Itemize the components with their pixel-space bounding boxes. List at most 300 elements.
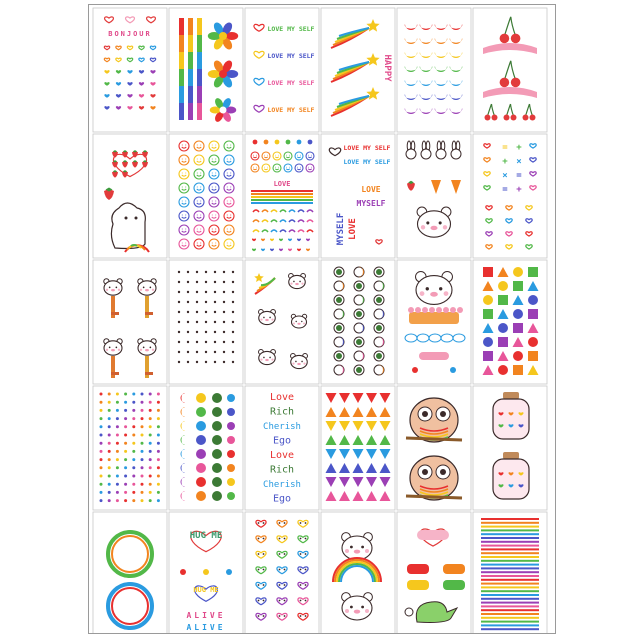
word-text: Ego — [272, 435, 292, 447]
dot — [182, 215, 183, 216]
sticker-tile-border — [93, 8, 167, 132]
sticker-tile-r4c4 — [321, 386, 395, 510]
dot — [215, 159, 216, 160]
sticker-tile-r1c4 — [321, 8, 395, 132]
dot — [196, 321, 198, 323]
rainbow-line — [481, 522, 539, 524]
sticker-tile-r5c5 — [397, 512, 471, 633]
love-my-self-text: LOVE MY SELF — [343, 158, 391, 166]
dot — [300, 584, 302, 586]
dot — [284, 584, 286, 586]
sticker-tile-r1c3 — [245, 8, 319, 132]
word-text: Rich — [269, 464, 295, 476]
dot — [305, 584, 307, 586]
dot — [149, 466, 152, 469]
sticker-tile-r4c3 — [245, 386, 319, 510]
sticker-tile-r2c1 — [93, 134, 167, 258]
dot — [253, 167, 254, 168]
dot — [426, 287, 429, 290]
dot — [108, 466, 111, 469]
dot — [100, 491, 103, 494]
dot — [141, 458, 144, 461]
dot — [232, 291, 234, 293]
circle-icon — [498, 281, 508, 291]
ghost-icon — [405, 608, 413, 616]
dot — [197, 215, 198, 216]
sticker-tile-r3c3 — [245, 260, 319, 384]
dot — [293, 281, 295, 283]
symbol-text: × — [502, 171, 508, 181]
jar-cork — [503, 392, 519, 399]
dot — [152, 349, 154, 351]
dot — [116, 458, 119, 461]
bear-icon — [291, 354, 308, 369]
dot — [187, 311, 189, 313]
dot — [132, 466, 135, 469]
dot — [290, 283, 292, 285]
dot — [256, 155, 257, 156]
key-tooth — [145, 372, 153, 375]
circle-icon — [483, 337, 493, 347]
sticker-tile-border — [473, 8, 547, 132]
dot — [196, 351, 198, 353]
dot — [149, 401, 152, 404]
sticker-tile-r1c6 — [473, 8, 547, 132]
dot — [227, 201, 228, 202]
dot — [376, 353, 382, 359]
dot — [212, 421, 222, 431]
dot — [116, 466, 119, 469]
dot — [100, 442, 103, 445]
dot — [196, 301, 198, 303]
dot — [108, 409, 111, 412]
dot — [182, 201, 183, 202]
bunny-icon — [406, 149, 416, 159]
rainbow-line — [481, 621, 539, 623]
dot — [227, 478, 235, 486]
dot — [256, 167, 257, 168]
dot — [336, 269, 342, 275]
love-my-self-text: LOVE MY SELF — [267, 25, 315, 33]
dot — [412, 367, 418, 373]
dot — [227, 215, 228, 216]
dot — [450, 307, 456, 313]
dot — [308, 140, 313, 145]
dot — [439, 221, 442, 224]
dot — [223, 291, 225, 293]
dot — [108, 401, 111, 404]
dot — [223, 311, 225, 313]
dot — [200, 243, 201, 244]
dot — [376, 297, 382, 303]
dot — [100, 434, 103, 437]
dot — [124, 425, 127, 428]
bandage-icon — [407, 580, 429, 590]
alive-text: ALIVE — [186, 611, 226, 620]
dot — [196, 281, 198, 283]
myself-text: MYSELF — [356, 199, 386, 208]
dot — [284, 569, 286, 571]
dot — [143, 347, 145, 349]
dot — [279, 538, 281, 540]
rainbow-line — [481, 579, 539, 581]
dot — [200, 187, 201, 188]
dot — [263, 584, 265, 586]
dot — [215, 187, 216, 188]
cloud-icon — [441, 334, 453, 342]
sticker-tile-border — [473, 134, 547, 258]
dot — [258, 584, 260, 586]
dot — [116, 409, 119, 412]
bandage-icon — [443, 580, 465, 590]
dot — [197, 159, 198, 160]
dot — [214, 341, 216, 343]
symbol-text: + — [516, 143, 522, 153]
rainbow-stripe — [251, 196, 313, 198]
dot — [200, 173, 201, 174]
circle-icon — [528, 295, 538, 305]
dot — [227, 187, 228, 188]
dot — [226, 569, 232, 575]
dot — [305, 615, 307, 617]
dot — [492, 115, 498, 121]
dot — [227, 243, 228, 244]
dot — [214, 271, 216, 273]
dot — [132, 401, 135, 404]
dot — [457, 307, 463, 313]
dot — [116, 393, 119, 396]
dot — [149, 393, 152, 396]
dot — [100, 393, 103, 396]
word-text: Love — [269, 450, 295, 461]
dot — [444, 291, 449, 296]
dot — [258, 538, 260, 540]
rainbow-line — [481, 571, 539, 573]
dot — [178, 291, 180, 293]
sticker-tile-r1c5 — [397, 8, 471, 132]
dot — [124, 458, 127, 461]
dot — [345, 609, 349, 613]
rainbow-bar — [179, 52, 184, 69]
bear-icon — [291, 314, 306, 328]
rainbow-line — [481, 583, 539, 585]
dot — [178, 361, 180, 363]
rainbow-line — [481, 590, 539, 592]
bear-icon — [104, 339, 122, 355]
dot — [141, 393, 144, 396]
dot — [152, 289, 154, 291]
love-my-self-text: LOVE MY SELF — [267, 79, 315, 87]
bear-icon — [416, 272, 453, 305]
dot — [157, 483, 160, 486]
dot — [141, 499, 144, 502]
rainbow-line — [481, 545, 539, 547]
dot — [116, 401, 119, 404]
dot — [227, 145, 228, 146]
rainbow-bar — [179, 103, 184, 120]
dot — [149, 499, 152, 502]
dot — [118, 349, 120, 351]
dot — [100, 450, 103, 453]
dot — [212, 435, 222, 445]
dot — [300, 167, 301, 168]
sticker-tile-r4c2 — [169, 386, 243, 510]
dot — [356, 339, 362, 345]
dot — [149, 442, 152, 445]
dot — [230, 187, 231, 188]
dot — [299, 281, 301, 283]
dot — [157, 393, 160, 396]
dot — [116, 483, 119, 486]
rainbow-stripe — [251, 193, 313, 195]
dot — [200, 229, 201, 230]
dot — [215, 215, 216, 216]
dot — [308, 155, 309, 156]
dot — [421, 225, 425, 229]
sticker-tile-border — [245, 386, 319, 510]
dot — [116, 442, 119, 445]
sticker-tile-r4c5 — [397, 386, 471, 510]
dot — [100, 425, 103, 428]
square-icon — [498, 295, 508, 305]
dot — [232, 311, 234, 313]
dot — [279, 569, 281, 571]
dot — [212, 463, 222, 473]
sticker-tile-r3c5 — [397, 260, 471, 384]
dot — [150, 287, 152, 289]
dot — [227, 159, 228, 160]
dot — [124, 466, 127, 469]
dot — [132, 491, 135, 494]
sticker-tile-r2c6 — [473, 134, 547, 258]
dot — [303, 323, 305, 325]
rainbow-line — [481, 605, 539, 607]
dot — [182, 145, 183, 146]
sticker-tile-r2c4 — [321, 134, 395, 258]
square-icon — [483, 309, 493, 319]
dot — [305, 600, 307, 602]
dot — [149, 458, 152, 461]
sticker-sheet-artwork — [89, 5, 555, 633]
rainbow-bar — [188, 69, 193, 86]
candy — [419, 352, 449, 360]
dot — [178, 301, 180, 303]
dot — [212, 229, 213, 230]
hug-me-text: HUG ME — [193, 586, 219, 594]
dot — [182, 173, 183, 174]
dot — [279, 522, 281, 524]
dot — [227, 408, 235, 416]
dot — [178, 271, 180, 273]
dot — [443, 307, 449, 313]
dot — [141, 491, 144, 494]
dot — [232, 301, 234, 303]
dot — [293, 323, 295, 325]
dot — [116, 287, 118, 289]
dot — [132, 425, 135, 428]
dot — [196, 477, 206, 487]
dot — [219, 32, 227, 40]
dot — [196, 311, 198, 313]
dot — [258, 615, 260, 617]
dot — [212, 243, 213, 244]
love-my-self-text: LOVE MY SELF — [267, 106, 315, 114]
dot — [116, 475, 119, 478]
dot — [196, 331, 198, 333]
dot — [187, 361, 189, 363]
rainbow-bar — [179, 69, 184, 86]
dot — [305, 522, 307, 524]
dot — [230, 243, 231, 244]
sticker-tile-r3c1 — [93, 260, 167, 384]
dot — [196, 393, 206, 403]
bear-icon — [342, 593, 373, 620]
dot — [286, 167, 287, 168]
dot — [356, 311, 362, 317]
dot — [258, 522, 260, 524]
dot — [132, 450, 135, 453]
dot — [125, 217, 128, 220]
dot — [157, 491, 160, 494]
rainbow-line — [481, 537, 539, 539]
dot — [108, 491, 111, 494]
dot — [286, 140, 291, 145]
dot — [289, 167, 290, 168]
dot — [187, 271, 189, 273]
dot — [143, 287, 145, 289]
dot — [301, 321, 302, 322]
dot — [297, 155, 298, 156]
dot — [219, 70, 227, 78]
dot — [263, 357, 265, 359]
key-tooth — [145, 312, 153, 315]
bonjour-text: BONJOUR — [108, 30, 152, 38]
dot — [297, 140, 302, 145]
dot — [108, 417, 111, 420]
dot — [185, 173, 186, 174]
dot — [178, 281, 180, 283]
dot — [149, 434, 152, 437]
dot — [511, 34, 521, 44]
rainbow-bar — [188, 35, 193, 52]
circle-icon — [483, 295, 493, 305]
dot — [227, 464, 235, 472]
dot — [284, 522, 286, 524]
dot — [200, 145, 201, 146]
bandage-icon — [417, 530, 449, 540]
dot — [196, 435, 206, 445]
circle-icon — [513, 309, 523, 319]
dot — [500, 34, 510, 44]
bandage-icon — [443, 564, 465, 574]
dot — [124, 450, 127, 453]
bear-icon — [138, 279, 156, 295]
word-text: Cherish — [263, 422, 301, 432]
dot — [279, 553, 281, 555]
bandage-icon — [407, 564, 429, 574]
dot — [182, 159, 183, 160]
dot — [196, 271, 198, 273]
dot — [124, 401, 127, 404]
dot — [227, 394, 235, 402]
dot — [361, 546, 364, 549]
dot — [214, 291, 216, 293]
dot — [227, 436, 235, 444]
dot — [178, 351, 180, 353]
dot — [279, 600, 281, 602]
dot — [269, 357, 271, 359]
sticker-tile-r4c1 — [93, 386, 167, 510]
sticker-tile-r3c6 — [473, 260, 547, 384]
sticker-tile-r5c1 — [93, 512, 167, 633]
dot — [116, 425, 119, 428]
rainbow-line — [481, 598, 539, 600]
dot — [214, 301, 216, 303]
dot — [212, 187, 213, 188]
dot — [212, 477, 222, 487]
dot — [212, 407, 222, 417]
dot — [116, 434, 119, 437]
dot — [149, 417, 152, 420]
dot — [124, 499, 127, 502]
rainbow-line — [481, 533, 539, 535]
dot — [141, 450, 144, 453]
dot — [267, 167, 268, 168]
dot — [345, 549, 349, 553]
hug-me-text: HUG ME — [189, 531, 223, 541]
dot — [223, 341, 225, 343]
dot — [500, 78, 510, 88]
dot — [140, 289, 142, 291]
dot — [227, 492, 235, 500]
rainbow-stripe — [251, 190, 313, 192]
rainbow-line — [481, 529, 539, 531]
dot — [230, 145, 231, 146]
dot — [275, 167, 276, 168]
dot — [350, 606, 353, 609]
dot — [118, 289, 120, 291]
bear-icon — [104, 279, 122, 295]
symbol-text: × — [516, 157, 522, 167]
dot — [356, 283, 362, 289]
rainbow-line — [481, 624, 539, 626]
rainbow-line — [481, 560, 539, 562]
dot — [141, 434, 144, 437]
word-text: Love — [269, 392, 295, 403]
dot — [305, 569, 307, 571]
dot — [124, 417, 127, 420]
rainbow-bar — [188, 18, 193, 35]
dot — [205, 331, 207, 333]
dot — [303, 363, 305, 365]
dot — [178, 341, 180, 343]
dot — [223, 301, 225, 303]
dot — [214, 321, 216, 323]
symbol-text: + — [516, 185, 522, 195]
dot — [116, 491, 119, 494]
dot — [227, 229, 228, 230]
dot — [365, 609, 369, 613]
dot — [140, 349, 142, 351]
dot — [300, 538, 302, 540]
dot — [356, 367, 362, 373]
dot — [185, 145, 186, 146]
alive-text: ALIVE — [186, 623, 226, 632]
dot — [429, 307, 435, 313]
dot — [185, 215, 186, 216]
dot — [124, 483, 127, 486]
dot — [214, 361, 216, 363]
